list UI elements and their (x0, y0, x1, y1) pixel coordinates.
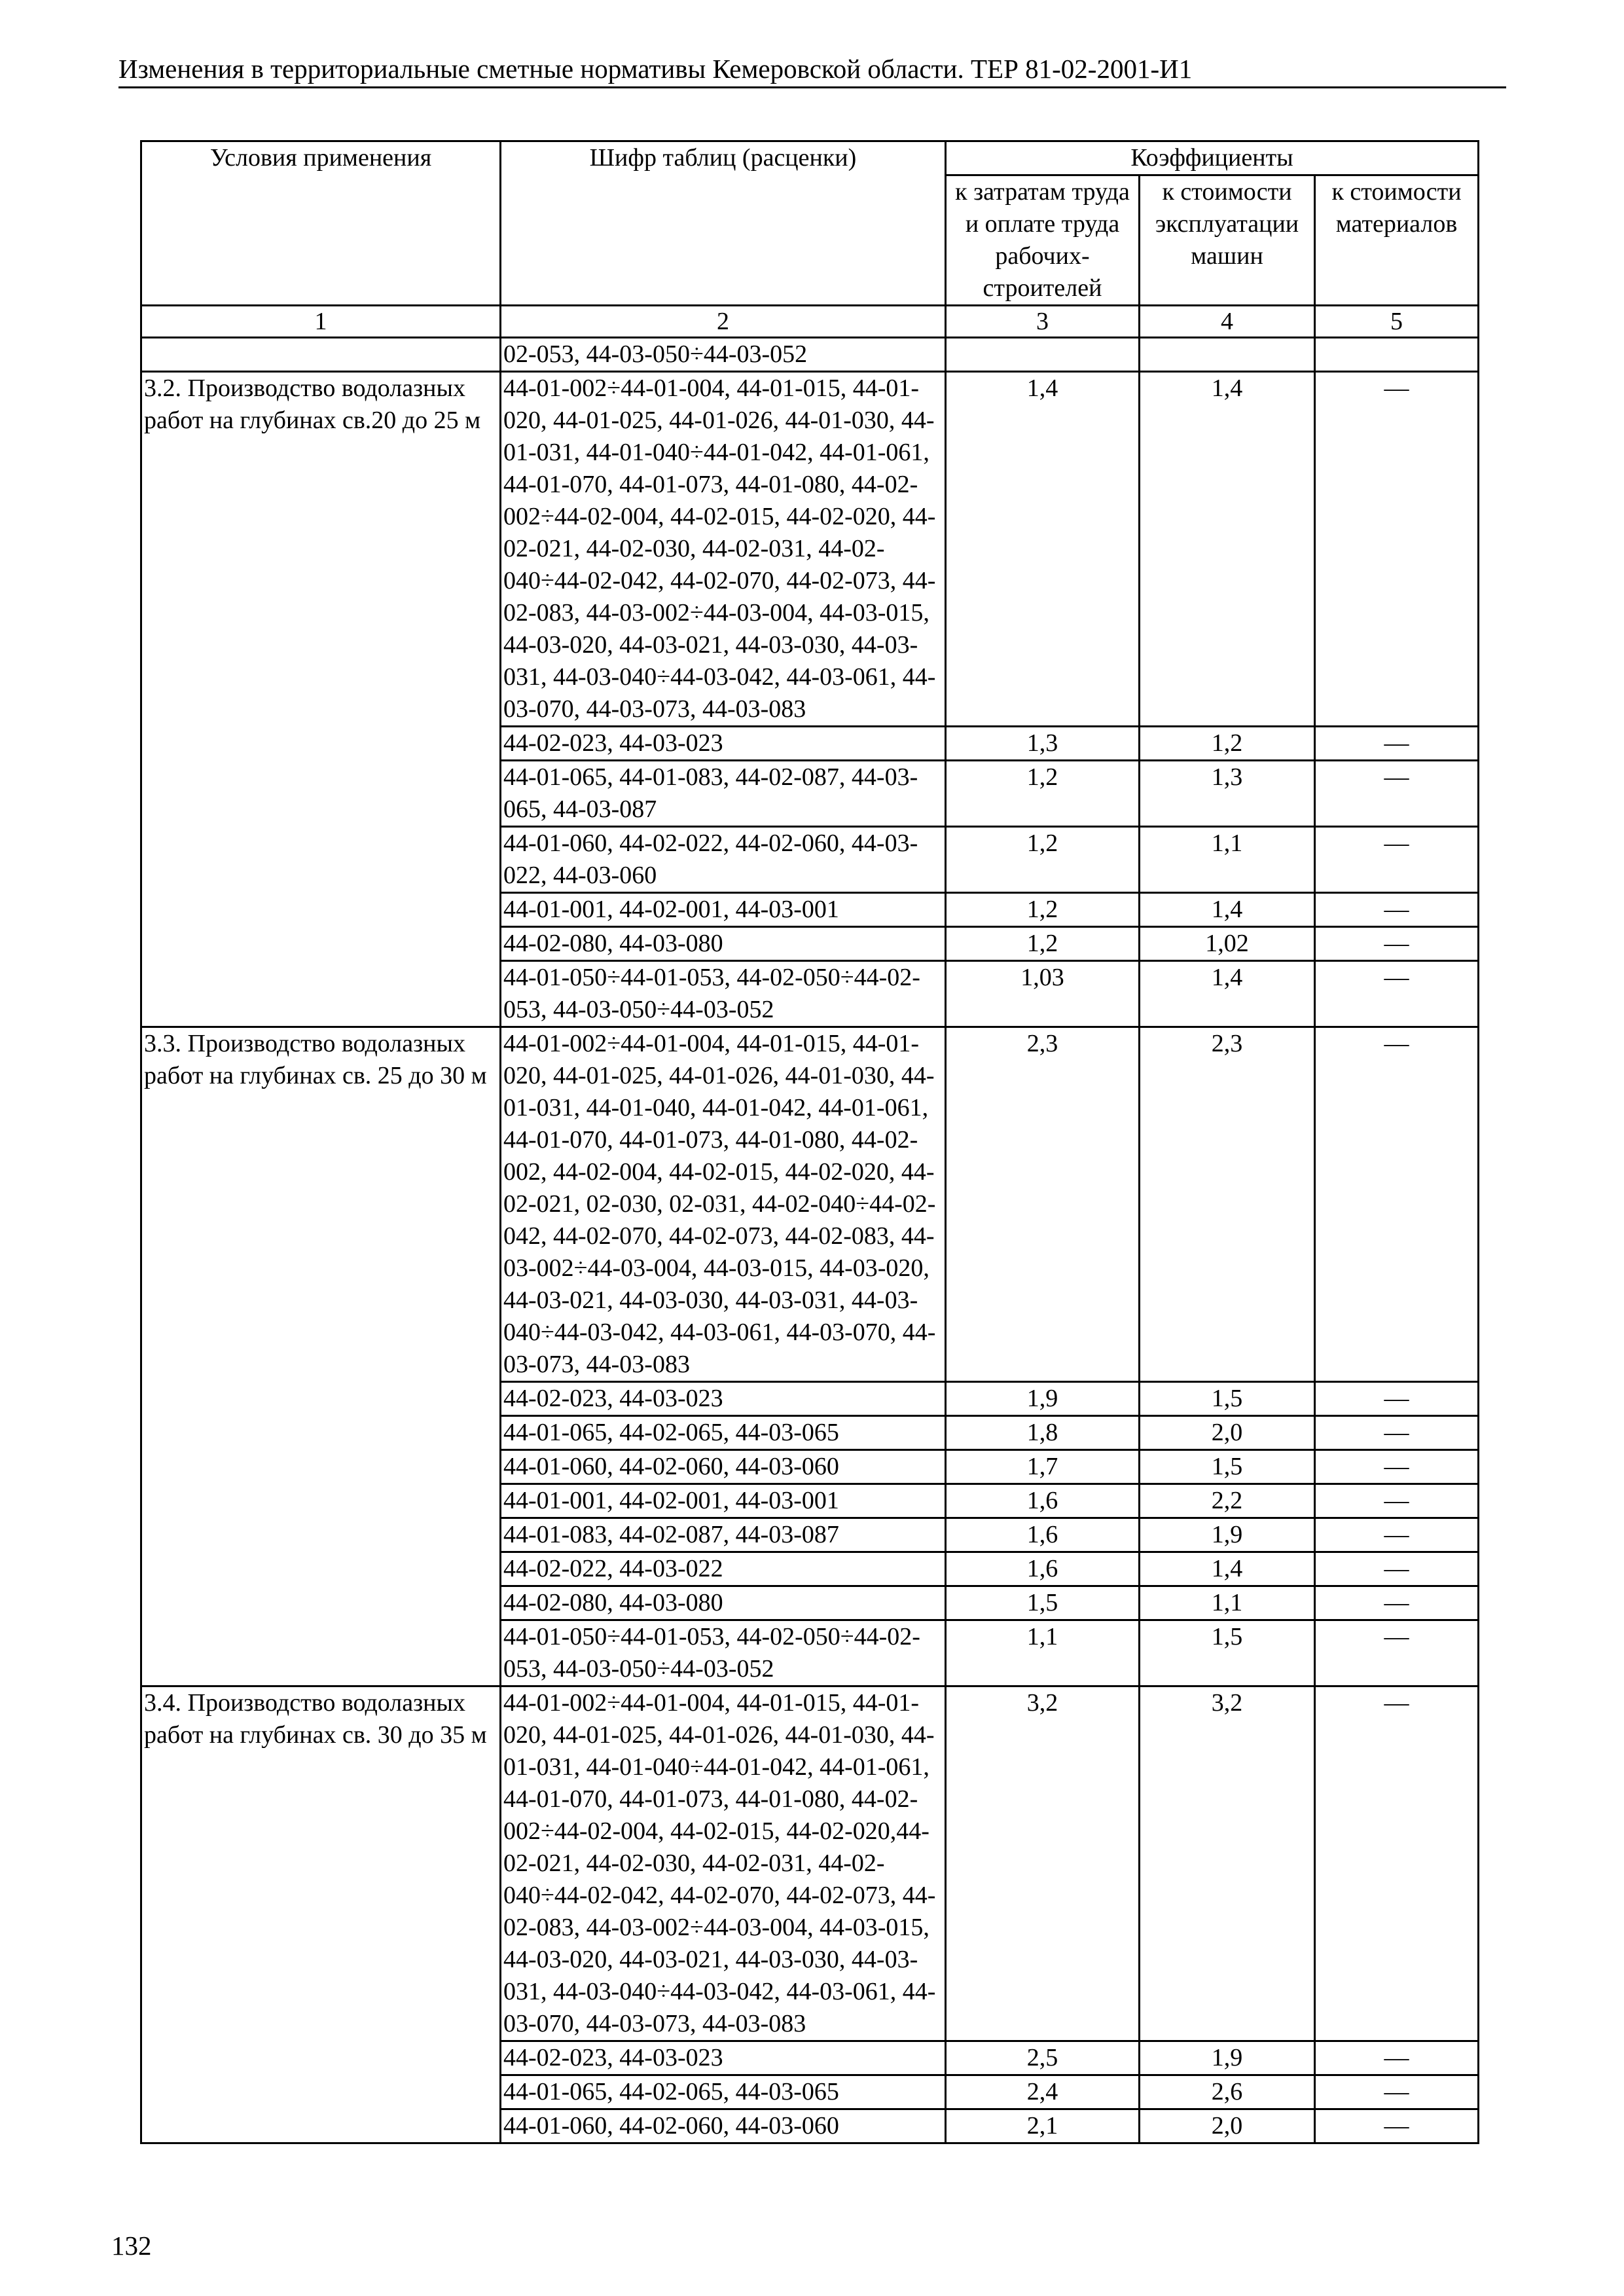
table-row (141, 827, 1479, 893)
codes-cell: 44-01-002÷44-01-004, 44-01-015, 44-01-020, 44-01-025, 44-01-026, 44-01-030, 44-01-031, 44-01-040÷44-01-042, 44-01-061, 44-01-070, 44-01-073, 44-01-080, 44-02-002÷44-02-004, 44-02-015, 44-02-020,44-02-021, 44-02-030, 44-02-031, 44-02-040÷44-02-042, 44-02-070, 44-02-073, 44-02-083, 44-03-002÷44-03-004, 44-03-015, 44-03-020, 44-03-021, 44-03-030, 44-03-031, 44-03-040÷44-03-042, 44-03-061, 44-03-070, 44-03-073, 44-03-083 (501, 1686, 946, 2041)
materials-cell: — (1315, 1450, 1479, 1484)
codes-cell: 44-01-050÷44-01-053, 44-02-050÷44-02-053, 44-03-050÷44-03-052 (501, 1620, 946, 1686)
codes-cell: 44-02-023, 44-03-023 (501, 727, 946, 761)
machines-cell: 1,5 (1140, 1620, 1315, 1686)
materials-cell: — (1315, 927, 1479, 961)
machines-cell: 1,5 (1140, 1450, 1315, 1484)
table-row (141, 1484, 1479, 1518)
codes-cell: 44-01-001, 44-02-001, 44-03-001 (501, 1484, 946, 1518)
materials-cell: — (1315, 2075, 1479, 2109)
machines-cell: 3,2 (1140, 1686, 1315, 2041)
machines-cell: 1,4 (1140, 961, 1315, 1027)
codes-cell: 44-01-050÷44-01-053, 44-02-050÷44-02-053, 44-03-050÷44-03-052 (501, 961, 946, 1027)
labor-cell: 2,3 (946, 1027, 1140, 1382)
labor-cell: 1,2 (946, 761, 1140, 827)
materials-cell: — (1315, 1586, 1479, 1620)
condition-cell (141, 893, 501, 927)
materials-cell: — (1315, 893, 1479, 927)
table-row (141, 927, 1479, 961)
condition-cell (141, 1450, 501, 1484)
machines-cell: 2,3 (1140, 1027, 1315, 1382)
condition-cell (141, 2075, 501, 2109)
table-row (141, 1027, 1479, 1382)
machines-cell: 1,1 (1140, 1586, 1315, 1620)
condition-cell: 3.3. Производство водолазных работ на глубинах св. 25 до 30 м (141, 1027, 501, 1382)
condition-cell (141, 727, 501, 761)
materials-cell: — (1315, 1416, 1479, 1450)
materials-cell: — (1315, 1686, 1479, 2041)
column-number: 1 (141, 306, 501, 338)
condition-cell (141, 1484, 501, 1518)
machines-cell: 1,4 (1140, 893, 1315, 927)
codes-cell: 44-01-060, 44-02-022, 44-02-060, 44-03-022, 44-03-060 (501, 827, 946, 893)
table-row (141, 1552, 1479, 1586)
labor-cell: 1,9 (946, 1382, 1140, 1416)
table-row (141, 372, 1479, 727)
labor-cell: 1,2 (946, 893, 1140, 927)
labor-cell: 2,1 (946, 2109, 1140, 2143)
labor-cell: 1,7 (946, 1450, 1140, 1484)
page-number: 132 (111, 2231, 152, 2261)
machines-cell: 1,5 (1140, 1382, 1315, 1416)
header-conditions: Условия применения (141, 141, 501, 306)
condition-cell (141, 1552, 501, 1586)
table-row (141, 2075, 1479, 2109)
materials-cell: — (1315, 761, 1479, 827)
header-divider (118, 86, 1506, 88)
materials-cell: — (1315, 1382, 1479, 1416)
condition-cell: 3.2. Производство водолазных работ на глубинах св.20 до 25 м (141, 372, 501, 727)
materials-cell: — (1315, 2041, 1479, 2075)
table-row (141, 727, 1479, 761)
materials-cell: — (1315, 1552, 1479, 1586)
table-row (141, 961, 1479, 1027)
codes-cell: 44-01-065, 44-01-083, 44-02-087, 44-03-065, 44-03-087 (501, 761, 946, 827)
machines-cell: 1,02 (1140, 927, 1315, 961)
machines-cell: 1,4 (1140, 1552, 1315, 1586)
column-number: 3 (946, 306, 1140, 338)
codes-cell: 02-053, 44-03-050÷44-03-052 (501, 338, 946, 372)
header-coefficients: Коэффициенты (946, 141, 1479, 175)
labor-cell: 1,5 (946, 1586, 1140, 1620)
machines-cell: 1,1 (1140, 827, 1315, 893)
codes-cell: 44-02-080, 44-03-080 (501, 1586, 946, 1620)
labor-cell: 1,3 (946, 727, 1140, 761)
machines-cell: 1,9 (1140, 1518, 1315, 1552)
codes-cell: 44-02-023, 44-03-023 (501, 1382, 946, 1416)
materials-cell: — (1315, 1620, 1479, 1686)
condition-cell (141, 927, 501, 961)
header-materials-coefficient: к стоимости материалов (1315, 175, 1479, 306)
labor-cell: 1,6 (946, 1518, 1140, 1552)
labor-cell (946, 338, 1140, 372)
table-row (141, 1518, 1479, 1552)
codes-cell: 44-02-023, 44-03-023 (501, 2041, 946, 2075)
materials-cell: — (1315, 1518, 1479, 1552)
labor-cell: 2,5 (946, 2041, 1140, 2075)
table-row (141, 1686, 1479, 2041)
materials-cell: — (1315, 372, 1479, 727)
table-row (141, 1620, 1479, 1686)
coefficients-table (140, 140, 1479, 2144)
codes-cell: 44-01-065, 44-02-065, 44-03-065 (501, 2075, 946, 2109)
table-row (141, 893, 1479, 927)
codes-cell: 44-01-002÷44-01-004, 44-01-015, 44-01-020, 44-01-025, 44-01-026, 44-01-030, 44-01-031, 44-01-040, 44-01-042, 44-01-061, 44-01-070, 44-01-073, 44-01-080, 44-02-002, 44-02-004, 44-02-015, 44-02-020, 44-02-021, 02-030, 02-031, 44-02-040÷44-02-042, 44-02-070, 44-02-073, 44-02-083, 44-03-002÷44-03-004, 44-03-015, 44-03-020, 44-03-021, 44-03-030, 44-03-031, 44-03-040÷44-03-042, 44-03-061, 44-03-070, 44-03-073, 44-03-083 (501, 1027, 946, 1382)
condition-cell: 3.4. Производство водолазных работ на глубинах св. 30 до 35 м (141, 1686, 501, 2041)
condition-cell (141, 827, 501, 893)
codes-cell: 44-02-022, 44-03-022 (501, 1552, 946, 1586)
codes-cell: 44-01-065, 44-02-065, 44-03-065 (501, 1416, 946, 1450)
condition-cell (141, 761, 501, 827)
table-row (141, 1382, 1479, 1416)
header-machines-coefficient: к стоимости эксплуатации машин (1140, 175, 1315, 306)
column-number: 5 (1315, 306, 1479, 338)
materials-cell: — (1315, 1484, 1479, 1518)
column-number: 4 (1140, 306, 1315, 338)
machines-cell (1140, 338, 1315, 372)
materials-cell: — (1315, 1027, 1479, 1382)
labor-cell: 1,1 (946, 1620, 1140, 1686)
machines-cell: 1,4 (1140, 372, 1315, 727)
machines-cell: 2,0 (1140, 1416, 1315, 1450)
table-row (141, 1416, 1479, 1450)
table-row (141, 338, 1479, 372)
codes-cell: 44-01-083, 44-02-087, 44-03-087 (501, 1518, 946, 1552)
running-header: Изменения в территориальные сметные нормативы Кемеровской области. ТЕР 81-02-2001-И1 (118, 54, 1193, 84)
codes-cell: 44-02-080, 44-03-080 (501, 927, 946, 961)
table-row (141, 2109, 1479, 2143)
table-row (141, 1450, 1479, 1484)
materials-cell: — (1315, 827, 1479, 893)
condition-cell (141, 1416, 501, 1450)
labor-cell: 1,6 (946, 1484, 1140, 1518)
condition-cell (141, 2109, 501, 2143)
header-codes: Шифр таблиц (расценки) (501, 141, 946, 306)
condition-cell (141, 1518, 501, 1552)
machines-cell: 1,9 (1140, 2041, 1315, 2075)
labor-cell: 2,4 (946, 2075, 1140, 2109)
machines-cell: 1,2 (1140, 727, 1315, 761)
condition-cell (141, 1382, 501, 1416)
table-row (141, 761, 1479, 827)
labor-cell: 1,03 (946, 961, 1140, 1027)
labor-cell: 3,2 (946, 1686, 1140, 2041)
materials-cell: — (1315, 961, 1479, 1027)
column-number: 2 (501, 306, 946, 338)
materials-cell: — (1315, 2109, 1479, 2143)
header-labor-coefficient: к затратам труда и оплате труда рабочих-строителей (946, 175, 1140, 306)
labor-cell: 1,2 (946, 927, 1140, 961)
labor-cell: 1,6 (946, 1552, 1140, 1586)
condition-cell (141, 338, 501, 372)
machines-cell: 2,0 (1140, 2109, 1315, 2143)
machines-cell: 2,2 (1140, 1484, 1315, 1518)
condition-cell (141, 2041, 501, 2075)
condition-cell (141, 1586, 501, 1620)
machines-cell: 2,6 (1140, 2075, 1315, 2109)
machines-cell: 1,3 (1140, 761, 1315, 827)
codes-cell: 44-01-060, 44-02-060, 44-03-060 (501, 2109, 946, 2143)
materials-cell (1315, 338, 1479, 372)
condition-cell (141, 1620, 501, 1686)
codes-cell: 44-01-001, 44-02-001, 44-03-001 (501, 893, 946, 927)
labor-cell: 1,8 (946, 1416, 1140, 1450)
table-row (141, 1586, 1479, 1620)
condition-cell (141, 961, 501, 1027)
labor-cell: 1,4 (946, 372, 1140, 727)
codes-cell: 44-01-002÷44-01-004, 44-01-015, 44-01-020, 44-01-025, 44-01-026, 44-01-030, 44-01-031, 44-01-040÷44-01-042, 44-01-061, 44-01-070, 44-01-073, 44-01-080, 44-02-002÷44-02-004, 44-02-015, 44-02-020, 44-02-021, 44-02-030, 44-02-031, 44-02-040÷44-02-042, 44-02-070, 44-02-073, 44-02-083, 44-03-002÷44-03-004, 44-03-015, 44-03-020, 44-03-021, 44-03-030, 44-03-031, 44-03-040÷44-03-042, 44-03-061, 44-03-070, 44-03-073, 44-03-083 (501, 372, 946, 727)
labor-cell: 1,2 (946, 827, 1140, 893)
codes-cell: 44-01-060, 44-02-060, 44-03-060 (501, 1450, 946, 1484)
materials-cell: — (1315, 727, 1479, 761)
table-row (141, 2041, 1479, 2075)
